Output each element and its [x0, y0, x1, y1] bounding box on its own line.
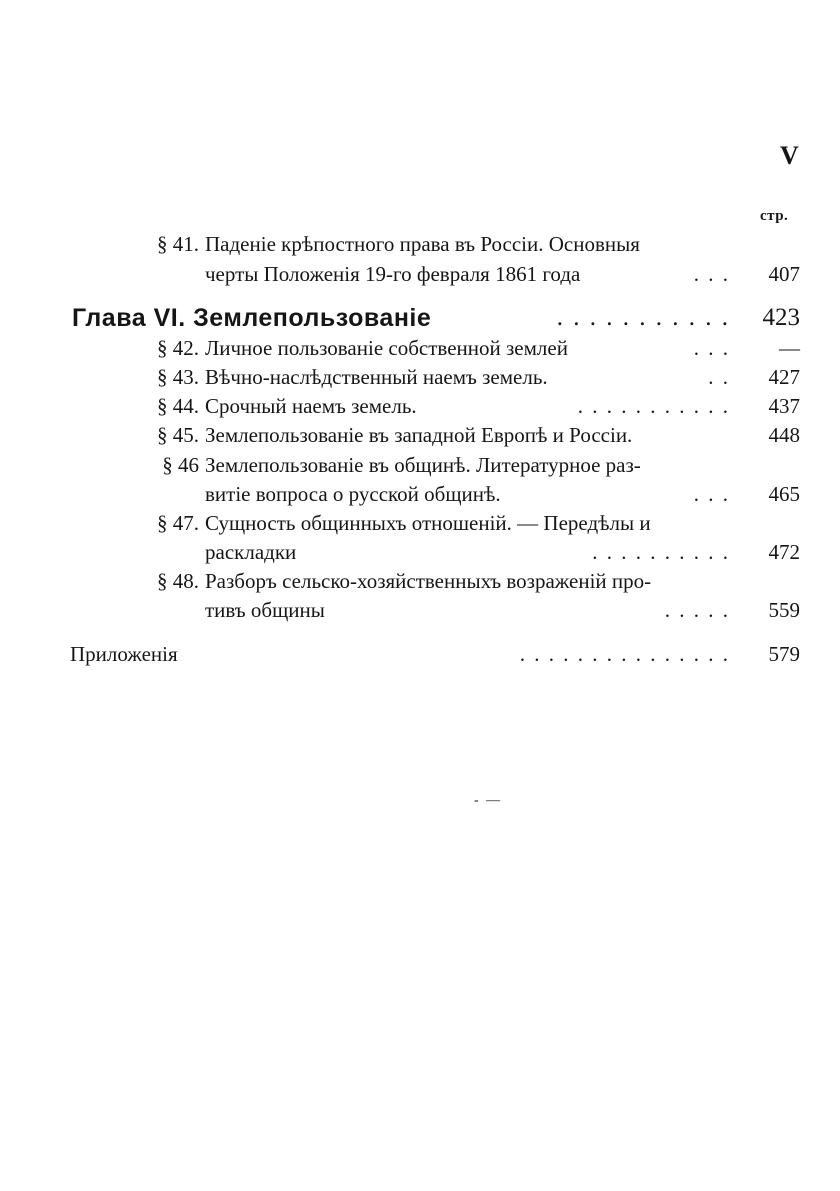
toc-entry-43: [0, 365, 840, 395]
entry-title: Землепользованіе въ общинѣ. Литературное раз-: [205, 453, 641, 477]
dot-leader: . . . . . . . . . . .: [556, 304, 730, 331]
entry-title: Срочный наемъ земель.: [205, 394, 417, 418]
dot-leader: . . . . . . . . . . .: [577, 394, 730, 418]
section-mark: § 45.: [157, 423, 199, 447]
dot-leader: . . . . .: [664, 598, 730, 622]
toc-entry-44: [0, 394, 840, 424]
dot-leader: . .: [708, 365, 730, 389]
entry-title: Вѣчно-наслѣдственный наемъ земель.: [205, 365, 548, 389]
dot-leader: . . .: [693, 336, 730, 360]
section-mark: § 48.: [157, 569, 199, 593]
entry-page: 559: [768, 598, 800, 622]
toc-entry-48: [0, 569, 840, 599]
toc-entry-41-cont: [0, 262, 840, 292]
dot-leader: . . . . . . . . . . . . . . .: [519, 642, 730, 666]
entry-page: 465: [768, 482, 800, 506]
section-mark: § 41.: [157, 232, 199, 256]
entry-page: —: [779, 336, 800, 360]
entry-title: Разборъ сельско-хозяйственныхъ возраженій про-: [205, 569, 652, 593]
footer-mark: - —: [474, 793, 503, 808]
appendix-page: 579: [768, 642, 800, 666]
toc-entry-41: [0, 232, 840, 262]
entry-page: 472: [768, 540, 800, 564]
entry-page: 427: [768, 365, 800, 389]
entry-title-cont: черты Положенія 19-го февраля 1861 года: [205, 262, 581, 286]
chapter-title: Глава VI. Землепользованіе: [72, 304, 432, 332]
page-column-label: стр.: [760, 208, 789, 224]
page-number: V: [780, 141, 799, 170]
entry-title: Паденіе крѣпостного права въ Россіи. Основныя: [205, 232, 640, 256]
toc-entry-42: [0, 336, 840, 366]
section-mark: § 44.: [157, 394, 199, 418]
section-mark: § 46: [162, 453, 199, 477]
entry-title-cont: тивъ общины: [205, 598, 325, 622]
toc-entry-46: [0, 453, 840, 483]
entry-title: Сущность общинныхъ отношеній. — Передѣлы и: [205, 511, 651, 535]
dot-leader: . . . . . . . . . .: [592, 540, 730, 564]
section-mark: § 42.: [157, 336, 199, 360]
toc-chapter-6: [0, 304, 840, 334]
toc-entry-46-cont: [0, 482, 840, 512]
dot-leader: . . .: [693, 482, 730, 506]
entry-title: Личное пользованіе собственной землей: [205, 336, 568, 360]
entry-page: 437: [768, 394, 800, 418]
toc-entry-47: [0, 511, 840, 541]
chapter-page: 423: [762, 304, 800, 331]
toc-entry-45: [0, 423, 840, 453]
entry-title-cont: витіе вопроса о русской общинѣ.: [205, 482, 501, 506]
entry-page: 407: [768, 262, 800, 286]
dot-leader: . . .: [693, 262, 730, 286]
section-mark: § 47.: [157, 511, 199, 535]
toc-appendix: [0, 642, 840, 672]
toc-entry-47-cont: [0, 540, 840, 570]
entry-page: 448: [768, 423, 800, 447]
toc-entry-48-cont: [0, 598, 840, 628]
entry-title-cont: раскладки: [205, 540, 297, 564]
entry-title: Землепользованіе въ западной Европѣ и Россіи.: [205, 423, 633, 447]
appendix-title: Приложенія: [70, 642, 178, 666]
section-mark: § 43.: [157, 365, 199, 389]
